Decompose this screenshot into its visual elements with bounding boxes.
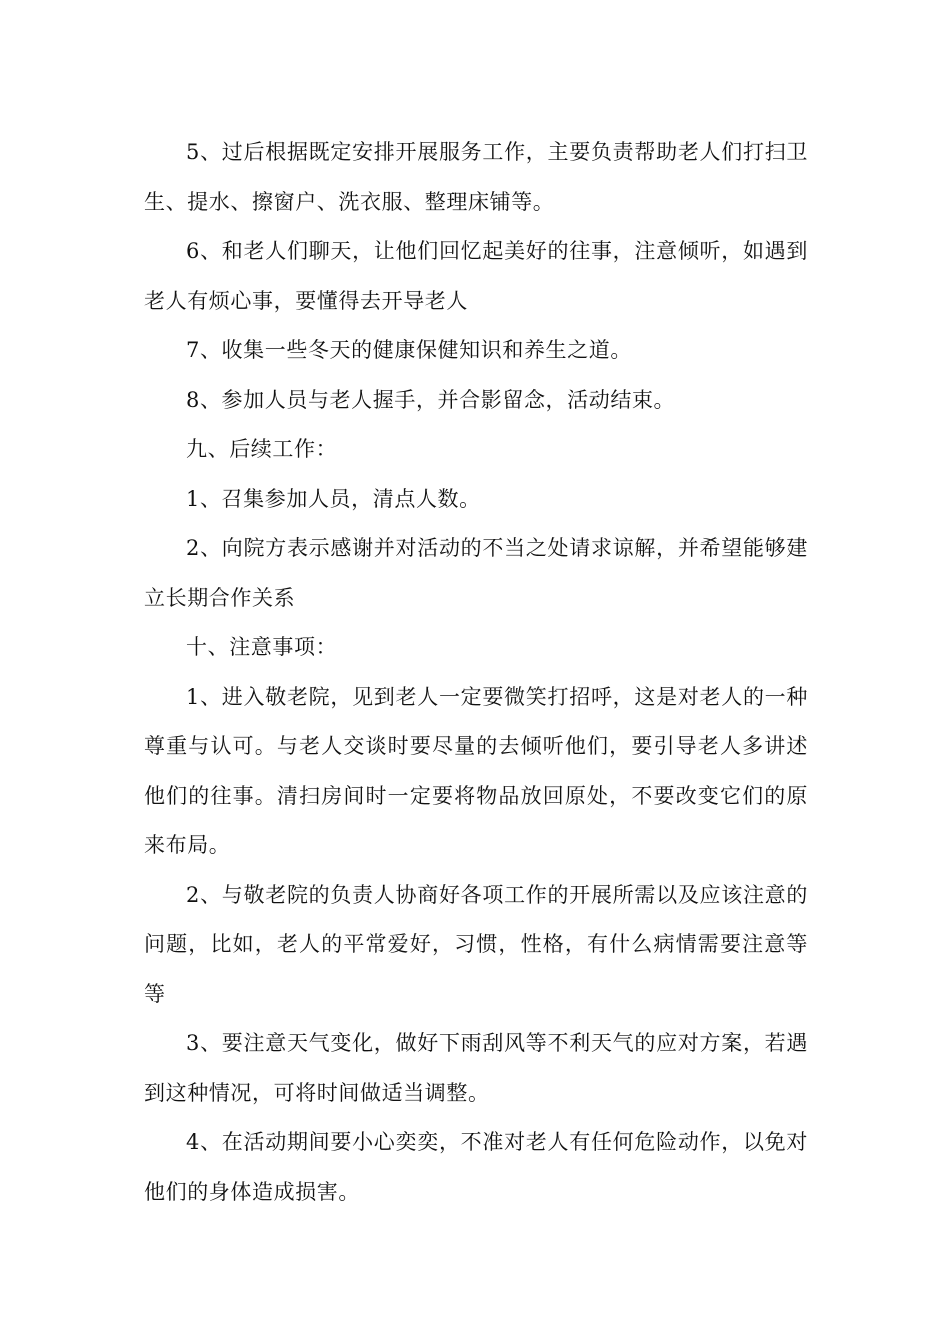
paragraph-note-1: 1、进入敬老院，见到老人一定要微笑打招呼，这是对老人的一种尊重与认可。与老人交谈时要尽量的去倾听他们，要引导老人多讲述他们的往事。清扫房间时一定要将物品放回原处，不要改变它们的原来布局。 — [144, 684, 808, 857]
paragraph-note-4: 4、在活动期间要小心奕奕，不准对老人有任何危险动作，以免对他们的身体造成损害。 — [144, 1130, 808, 1204]
paragraph-step-8: 8、参加人员与老人握手，并合影留念，活动结束。 — [186, 387, 676, 412]
paragraph-step-6: 6、和老人们聊天，让他们回忆起美好的往事，注意倾听，如遇到老人有烦心事，要懂得去开导老人 — [144, 239, 808, 313]
paragraph-follow-up-2: 2、向院方表示感谢并对活动的不当之处请求谅解，并希望能够建立长期合作关系 — [144, 536, 808, 610]
document-body — [144, 128, 808, 1217]
section-heading-notes: 十、注意事项： — [186, 635, 338, 659]
paragraph-step-7: 7、收集一些冬天的健康保健知识和养生之道。 — [186, 338, 632, 362]
paragraph-note-3: 3、要注意天气变化，做好下雨刮风等不利天气的应对方案，若遇到这种情况，可将时间做适当调整。 — [144, 1031, 808, 1105]
section-heading-follow-up: 九、后续工作： — [186, 437, 338, 461]
paragraph-note-2: 2、与敬老院的负责人协商好各项工作的开展所需以及应该注意的问题，比如，老人的平常爱好，习惯，性格，有什么病情需要注意等等 — [144, 882, 808, 1006]
paragraph-follow-up-1: 1、召集参加人员，清点人数。 — [186, 486, 481, 511]
paragraph-step-5: 5、过后根据既定安排开展服务工作，主要负责帮助老人们打扫卫生、提水、擦窗户、洗衣服、整理床铺等。 — [144, 140, 808, 214]
